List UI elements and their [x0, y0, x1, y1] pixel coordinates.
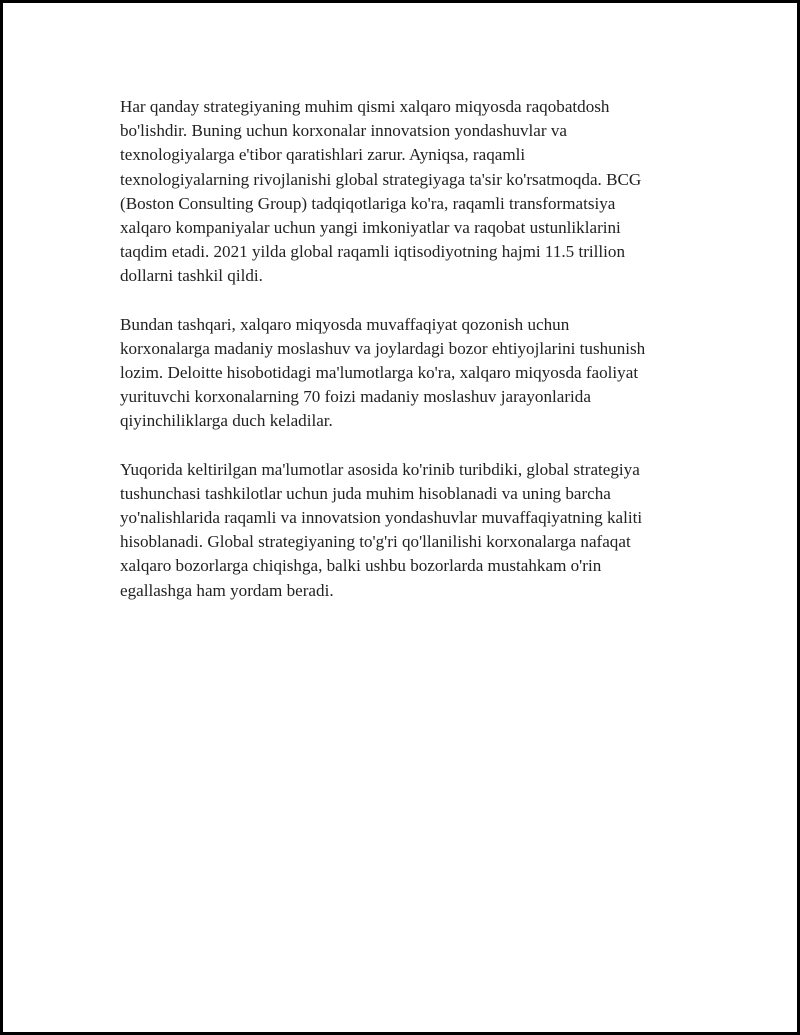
document-body	[120, 95, 700, 627]
paragraph-1: Har qanday strategiyaning muhim qismi xalqaro miqyosda raqobatdosh bo'lishdir. Buning uchun korxonalar innovatsion yondashuvlar va texnologiyalarga e'tibor qaratishlari zarur. Ayniqsa, raqamli texnologiyalarning rivojlanishi global strategiyaga ta'sir ko'rsatmoqda. BCG (Boston Consulting Group) tadqiqotlariga ko'ra, raqamli transformatsiya xalqaro kompaniyalar uchun yangi imkoniyatlar va raqobat ustunliklarini taqdim etadi. 2021 yilda global raqamli iqtisodiyotning hajmi 11.5 trillion dollarni tashkil qildi.	[120, 97, 642, 286]
paragraph-3: Yuqorida keltirilgan ma'lumotlar asosida ko'rinib turibdiki, global strategiya tushunchasi tashkilotlar uchun juda muhim hisoblanadi va uning barcha yo'nalishlarida raqamli va innovatsion yondashuvlar muvaffaqiyatning kaliti hisoblanadi. Global strategiyaning to'g'ri qo'llanilishi korxonalarga nafaqat xalqaro bozorlarga chiqishga, balki ushbu bozorlarda mustahkam o'rin egallashga ham yordam beradi.	[120, 459, 643, 600]
paragraph-2: Bundan tashqari, xalqaro miqyosda muvaffaqiyat qozonish uchun korxonalarga madaniy moslashuv va joylardagi bozor ehtiyojlarini tushunish lozim. Deloitte hisobotidagi ma'lumotlarga ko'ra, xalqaro miqyosda faoliyat yurituvchi korxonalarning 70 foizi madaniy moslashuv jarayonlarida qiyinchiliklarga duch keladilar.	[120, 314, 646, 431]
